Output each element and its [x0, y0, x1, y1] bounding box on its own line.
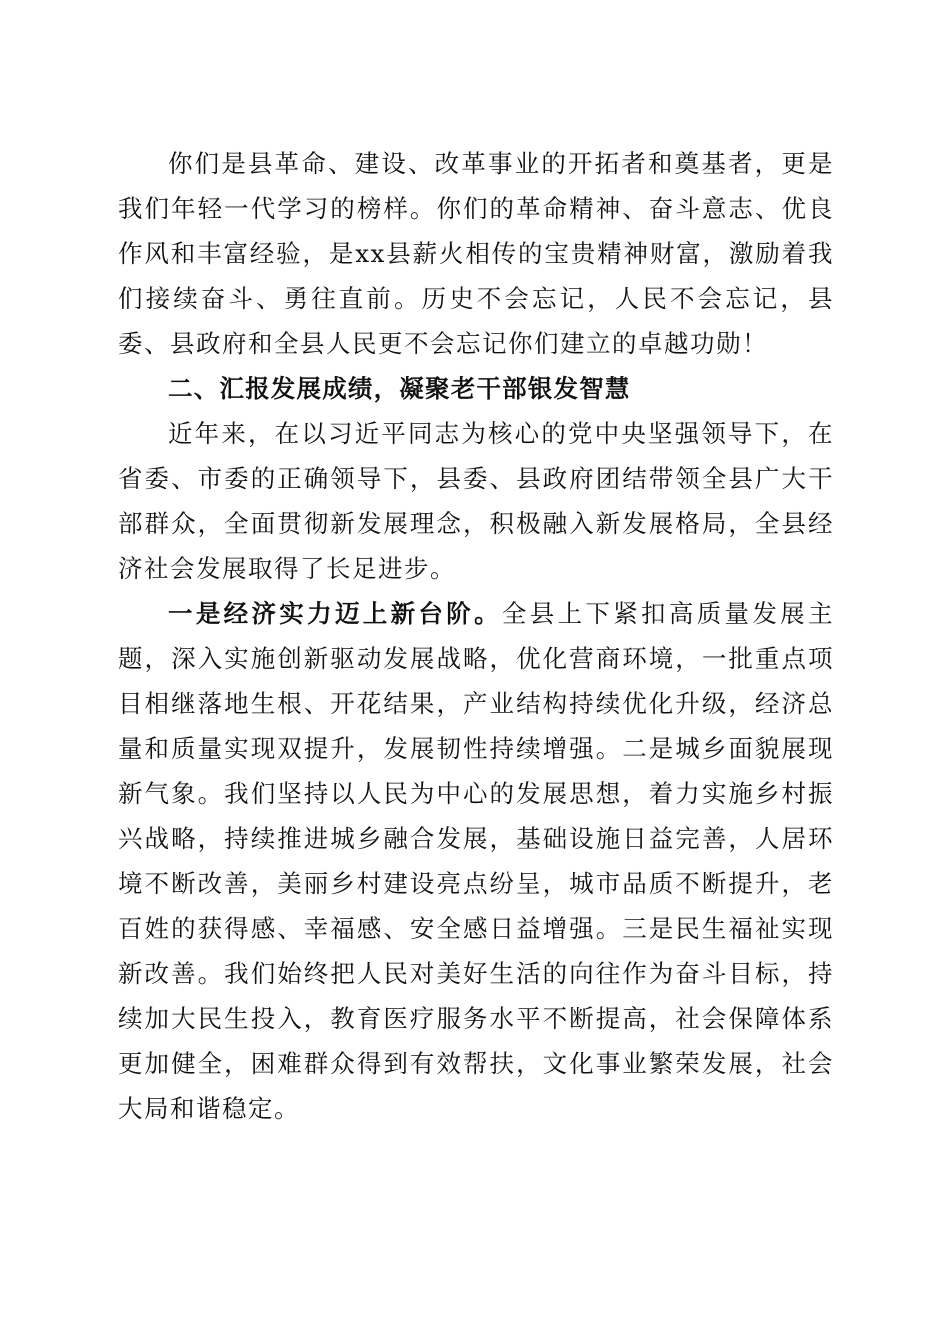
achievement-lead: 一是经济实力迈上新台阶。: [168, 599, 502, 628]
achievement-body: 全县上下紧扣高质量发展主题，深入实施创新驱动发展战略，优化营商环境，一批重点项目相继落地生根、开花结果，产业结构持续优化升级，经济总量和质量实现双提升，发展韧性持续增强。二是城乡面貌展现新气象。我们坚持以人民为中心的发展思想，着力实施乡村振兴战略，持续推进城乡融合发展，基础设施日益完善，人居环境不断改善，美丽乡村建设亮点纷呈，城市品质不断提升，老百姓的获得感、幸福感、安全感日益增强。三是民生福祉实现新改善。我们始终把人民对美好生活的向往作为奋斗目标，持续加大民生投入，教育医疗服务水平不断提高，社会保障体系更加健全，困难群众得到有效帮扶，文化事业繁荣发展，社会大局和谐稳定。: [118, 599, 835, 1123]
document-body: [118, 141, 834, 1131]
paragraph-tribute: 你们是县革命、建设、改革事业的开拓者和奠基者，更是我们年轻一代学习的榜样。你们的革命精神、奋斗意志、优良作风和丰富经验，是xx县薪火相传的宝贵精神财富，激励着我们接续奋斗、勇往直前。历史不会忘记，人民不会忘记，县委、县政府和全县人民更不会忘记你们建立的卓越功勋！: [118, 149, 834, 358]
paragraph-intro: 近年来，在以习近平同志为核心的党中央坚强领导下，在省委、市委的正确领导下，县委、县政府团结带领全县广大干部群众，全面贯彻新发展理念，积极融入新发展格局，全县经济社会发展取得了长足进步。: [118, 419, 834, 583]
section-heading-2: 二、汇报发展成绩，凝聚老干部银发智慧: [168, 374, 631, 403]
paragraph-achievements: [118, 591, 834, 1131]
